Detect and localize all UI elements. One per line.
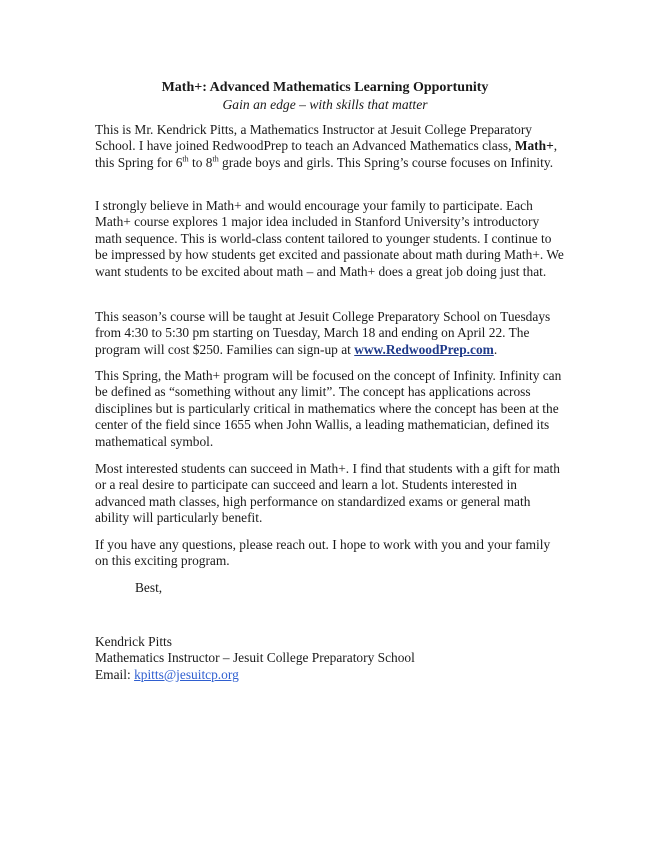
email-link[interactable]: kpitts@jesuitcp.org bbox=[134, 666, 239, 682]
intro-paragraph bbox=[95, 122, 565, 171]
schedule-end: . bbox=[493, 341, 498, 357]
intro-tail: grade boys and girls. This Spring’s course focuses on Infinity. bbox=[218, 154, 554, 170]
signature-name: Kendrick Pitts bbox=[95, 634, 172, 649]
schedule-paragraph bbox=[95, 309, 565, 358]
schedule-text: This season’s course will be taught at Jesuit College Preparatory School on Tuesdays from 4:30 to 5:30 pm starting on Tuesday, March 18 and ending on April 22. The program will cost $250. Families can sign-up at bbox=[95, 309, 551, 357]
closing-salutation: Best, bbox=[135, 580, 163, 595]
document-title: Math+: Advanced Mathematics Learning Opportunity bbox=[161, 80, 489, 95]
grade-end-suffix: th bbox=[212, 154, 219, 164]
signup-link[interactable]: www.RedwoodPrep.com bbox=[354, 341, 494, 357]
program-name: Math+ bbox=[514, 138, 554, 154]
email-label: Email: bbox=[95, 666, 135, 682]
document-subtitle: Gain an edge – with skills that matter bbox=[222, 97, 428, 112]
signature-block bbox=[95, 634, 565, 683]
signature-role: Mathematics Instructor – Jesuit College Preparatory School bbox=[95, 650, 415, 666]
success-paragraph: Most interested students can succeed in Math+. I find that students with a gift for math or a real desire to participate can succeed and learn a lot. Students interested in advanced math classes, high performance on standardized exams or general math ability will particularly benefit. bbox=[95, 461, 560, 526]
intro-grades-mid: to 8 bbox=[188, 154, 213, 170]
signature-email-line bbox=[95, 667, 565, 683]
intro-grades-before: , this Spring for 6 bbox=[95, 138, 558, 170]
questions-paragraph: If you have any questions, please reach out. I hope to work with you and your family on this exciting program. bbox=[95, 537, 551, 569]
intro-lead: This is Mr. Kendrick Pitts, a Mathematics Instructor at Jesuit College Preparatory School. I have joined RedwoodPrep to teach an Advanced Mathematics class, bbox=[95, 122, 532, 154]
infinity-paragraph: This Spring, the Math+ program will be focused on the concept of Infinity. Infinity can be defined as “something without any limit”. The concept has applications across disciplines but is particularly critical in mathematics where the concept has been at the center of the field since 1655 when John Wallis, a leading mathematician, defined its mathematical symbol. bbox=[95, 368, 562, 449]
belief-paragraph: I strongly believe in Math+ and would encourage your family to participate. Each Math+ course explores 1 major idea included in Stanford University’s introductory math sequence. This is world-class content tailored to younger students. I continue to be impressed by how students get excited and passionate about math during Math+. We want students to be excited about math – and Math+ does a great job doing just that. bbox=[95, 198, 564, 279]
grade-start-suffix: th bbox=[182, 154, 189, 164]
